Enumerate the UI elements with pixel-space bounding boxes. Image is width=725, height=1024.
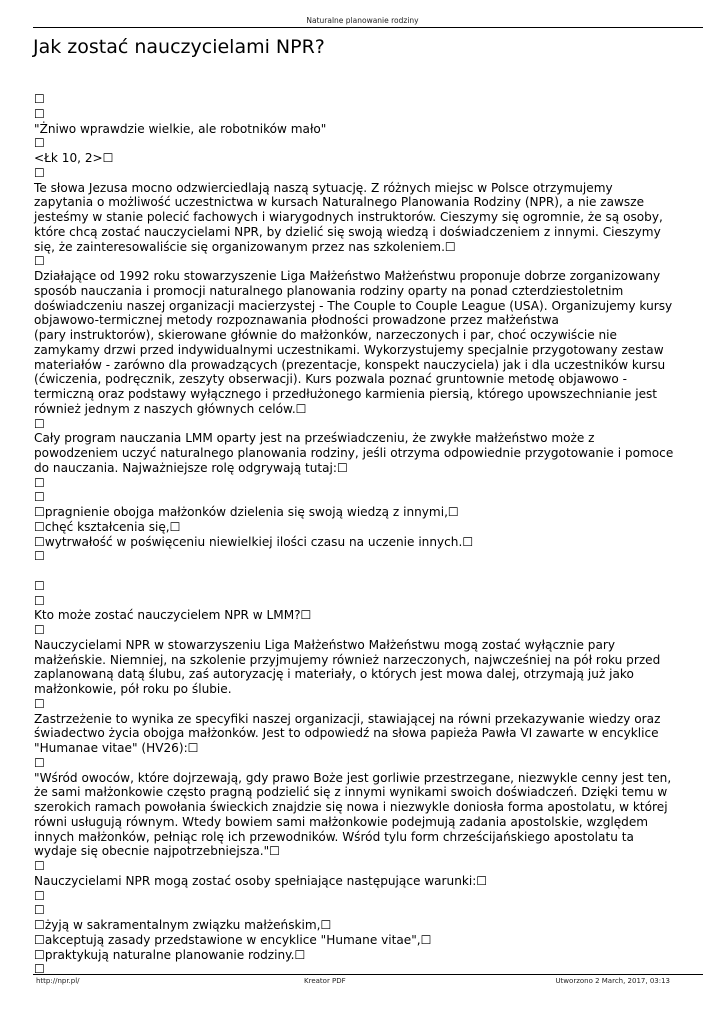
text-line: ☐pragnienie obojga małżonków dzielenia się swoją wiedzą z innymi,☐ xyxy=(34,505,459,519)
text-line: termiczną oraz podstawy wyłącznego i przedłużonego karmienia piersią, którego upowszechnianie jest xyxy=(34,387,658,401)
text-line: ☐wytrwałość w poświęceniu niewielkiej ilości czasu na uczenie innych.☐ xyxy=(34,534,474,549)
text-line: Zastrzeżenie to wynika ze specyfiki naszej organizacji, stawiającej na równi przekazywanie wiedzy oraz xyxy=(34,711,661,726)
text-line: szerokich ramach powołania świeckich znajdzie się nowa i niezwykle doniosła forma apostolatu, w której xyxy=(34,800,668,814)
text-line: ☐ xyxy=(34,254,45,269)
text-line: wydaje się obecnie najpotrzebniejsza."☐ xyxy=(34,844,281,859)
text-line: ☐chęć kształcenia się,☐ xyxy=(34,519,181,534)
text-line xyxy=(34,564,696,579)
text-line: (pary instruktorów), skierowane głównie do małżonków, narzeczonych i par, choć oczywiście nie xyxy=(34,328,617,342)
text-line: ☐ xyxy=(34,755,45,770)
text-line: ☐ xyxy=(34,578,45,593)
text-line: (ćwiczenia, podręcznik, zeszyty obserwacji). Kurs pozwala poznać gruntownie metodę objawowo - xyxy=(34,372,627,387)
text-line: innych małżonków, pełniąc rolę ich przewodników. Wśród tylu form chrześcijańskiego apostolatu ta xyxy=(34,829,634,844)
text-line: Nauczycielami NPR mogą zostać osoby spełniające następujące warunki:☐ xyxy=(34,873,488,888)
text-line: ☐ xyxy=(34,549,45,564)
text-line: ☐żyją w sakramentalnym związku małżeńskim,☐ xyxy=(34,918,332,932)
text-line: do nauczania. Najważniejsze rolę odgrywają tutaj:☐ xyxy=(34,460,348,475)
text-line: ☐ xyxy=(34,165,45,180)
text-line: małżeńskie. Niemniej, na szkolenie przyjmujemy również narzeczonych, najwcześniej na pół roku przed xyxy=(34,652,661,667)
text-line: ☐ xyxy=(34,903,45,918)
footer-generator: Kreator PDF xyxy=(304,977,346,985)
article-body xyxy=(34,92,696,977)
text-line: świadectwo życia obojga małżonków. Jest to odpowiedź na słowa papieża Pawła VI zawarte w encyklice xyxy=(34,726,659,741)
text-line: które chcą zostać nauczycielami NPR, by dzielić się swoją wiedzą i doświadczeniem z innymi. Cieszymy xyxy=(34,224,661,239)
text-line: ☐ xyxy=(34,490,45,505)
text-line: ☐ xyxy=(34,962,45,977)
text-line: się, że zainteresowaliście się organizowanym przez nas szkoleniem.☐ xyxy=(34,239,456,254)
text-line: Nauczycielami NPR w stowarzyszeniu Liga Małżeństwo Małżeństwu mogą zostać wyłącznie pary xyxy=(34,637,615,652)
text-line: materiałów - zarówno dla prowadzących (prezentacje, konspekt nauczyciela) jak i dla uczestników kursu xyxy=(34,357,666,372)
text-line: Działające od 1992 roku stowarzyszenie Liga Małżeństwo Małżeństwu proponuje dobrze zorganizowany xyxy=(34,269,661,283)
text-line: zapytania o możliwość uczestnictwa w kursach Naturalnego Planowania Rodziny (NPR), a nie zawsze xyxy=(34,195,645,210)
text-line: objawowo-termicznej metody rozpoznawania płodności prowadzone przez małżeństwa xyxy=(34,313,559,328)
text-line: powodzeniem uczyć naturalnego planowania rodziny, jeśli otrzyma odpowiednie przygotowanie i pomoce xyxy=(34,446,674,460)
text-line: ☐praktykują naturalne planowanie rodziny.☐ xyxy=(34,947,306,962)
text-line: Cały program nauczania LMM oparty jest na przeświadczeniu, że zwykłe małżeństwo może z xyxy=(34,431,595,446)
footer-divider xyxy=(33,974,703,975)
text-line: ☐ xyxy=(34,106,45,121)
text-line: ☐ xyxy=(34,859,45,873)
text-line: Kto może zostać nauczycielem NPR w LMM?☐ xyxy=(34,608,312,623)
page-header: Naturalne planowanie rodziny xyxy=(306,16,419,25)
text-line: ☐ xyxy=(34,623,45,637)
text-line: "Wśród owoców, które dojrzewają, gdy prawo Boże jest gorliwie przestrzegane, niezwykle cenny jest ten, xyxy=(34,770,672,785)
text-line: ☐ xyxy=(34,593,45,608)
text-line: ☐ xyxy=(34,696,45,711)
text-line: małżonkowie, pół roku po ślubie. xyxy=(34,682,232,696)
footer-created-date: Utworzono 2 March, 2017, 03:13 xyxy=(555,977,670,985)
text-line: Te słowa Jezusa mocno odzwierciedlają naszą sytuację. Z różnych miejsc w Polsce otrzymujemy xyxy=(34,180,613,195)
text-line: ☐akceptują zasady przedstawione w encyklice "Humane vitae",☐ xyxy=(34,932,432,947)
text-line: również jednym z naszych głównych celów.☐ xyxy=(34,401,307,416)
footer-url: http://npr.pl/ xyxy=(36,977,80,985)
text-line: jesteśmy w stanie polecić fachowych i wiarygodnych instruktorów. Cieszymy się ogromnie, że są osoby, xyxy=(34,210,663,224)
text-line: ☐ xyxy=(34,92,45,106)
text-line: ☐ xyxy=(34,888,45,903)
text-line: zaplanowaną datą ślubu, zaś autoryzację i materiały, o których jest mowa dalej, otrzymają już jako xyxy=(34,667,634,682)
header-divider xyxy=(33,27,703,28)
text-line: równi usługują równym. Wtedy bowiem sami małżonkowie podejmują zadania apostolskie, względem xyxy=(34,814,649,829)
text-line: ☐ xyxy=(34,475,45,490)
page-title: Jak zostać nauczycielami NPR? xyxy=(33,36,325,58)
text-line: <Łk 10, 2>☐ xyxy=(34,151,114,165)
text-line: że sami małżonkowie często pragną podzielić się z innymi wynikami swoich doświadczeń. Dzięki temu w xyxy=(34,785,668,800)
text-line: "Żniwo wprawdzie wielkie, ale robotników mało" xyxy=(34,121,327,136)
text-line: ☐ xyxy=(34,136,45,151)
text-line: "Humanae vitae" (HV26):☐ xyxy=(34,741,199,755)
text-line: ☐ xyxy=(34,416,45,431)
text-line: doświadczeniu naszej organizacji macierzystej - The Couple to Couple League (USA). Organizujemy kursy xyxy=(34,298,673,313)
text-line: sposób nauczania i promocji naturalnego planowania rodziny oparty na ponad czterdziestoletnim xyxy=(34,283,624,298)
text-line: zamykamy drzwi przed indywidualnymi uczestnikami. Wykorzystujemy specjalnie przygotowany zestaw xyxy=(34,342,664,357)
